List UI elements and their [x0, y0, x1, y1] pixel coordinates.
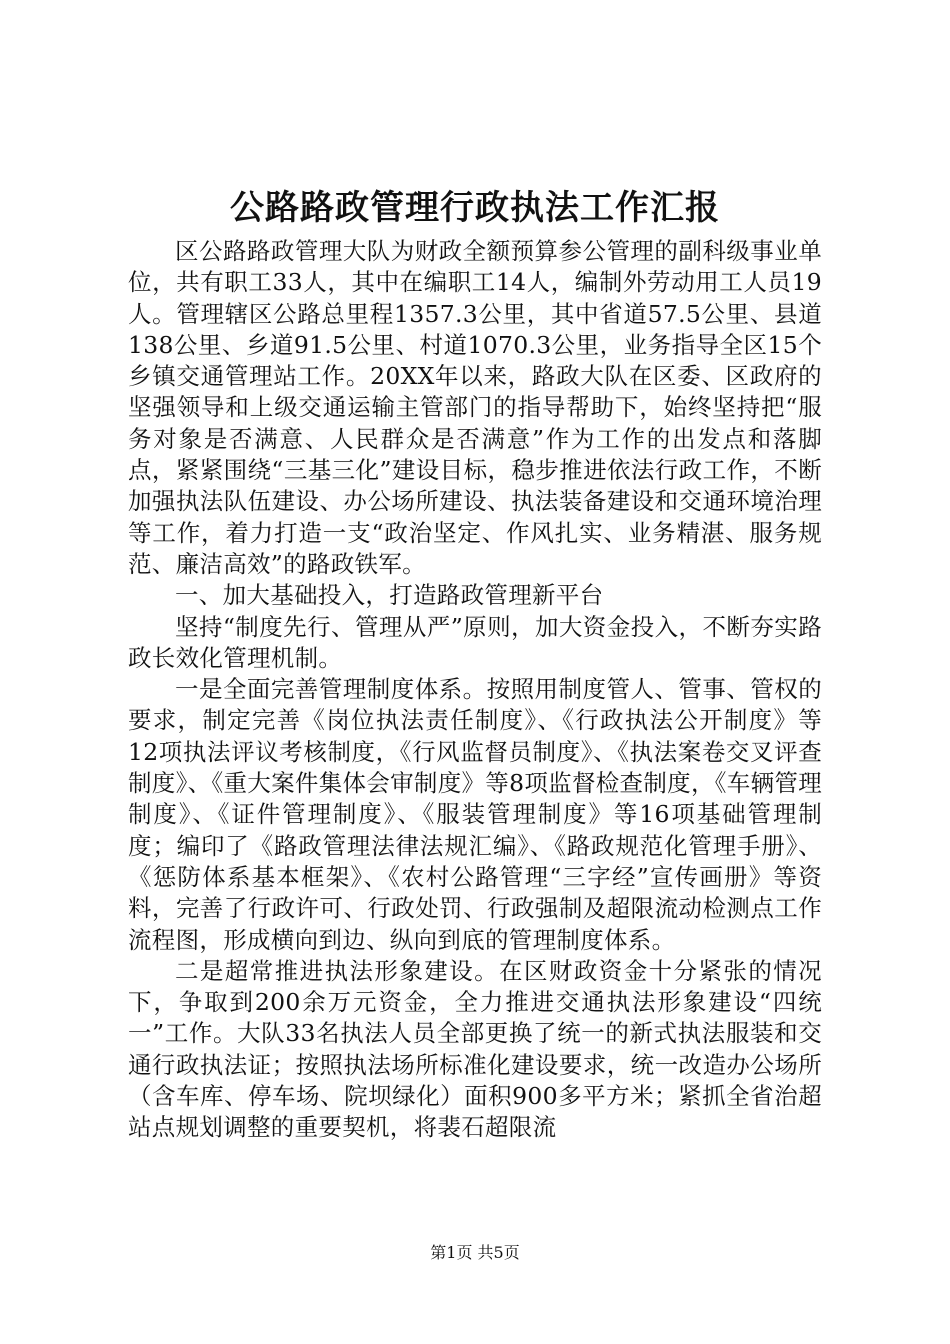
paragraph-point-1: 一是全面完善管理制度体系。按照用制度管人、管事、管权的要求，制定完善《岗位执法责任制度》、《行政执法公开制度》等12项执法评议考核制度，《行风监督员制度》、《执法案卷交叉评查制度》、《重大案件集体会审制度》等8项监督检查制度，《车辆管理制度》、《证件管理制度》、《服装管理制度》等16项基础管理制度；编印了《路政管理法律法规汇编》、《路政规范化管理手册》、《惩防体系基本框架》、《农村公路管理“三字经”宣传画册》等资料，完善了行政许可、行政处罚、行政强制及超限流动检测点工作流程图，形成横向到边、纵向到底的管理制度体系。	[128, 675, 823, 954]
section-heading-1: 一、加大基础投入，打造路政管理新平台	[175, 581, 604, 610]
page-footer: 第1页 共5页	[430, 1243, 520, 1262]
paragraph-section-1-intro: 坚持“制度先行、管理从严”原则，加大资金投入，不断夯实路政长效化管理机制。	[128, 612, 822, 672]
document-body	[128, 236, 822, 1144]
paragraph-point-2: 二是超常推进执法形象建设。在区财政资金十分紧张的情况下，争取到200余万元资金，全力推进交通执法形象建设“四统一”工作。大队33名执法人员全部更换了统一的新式执法服装和交通行政执法证；按照执法场所标准化建设要求，统一改造办公场所（含车库、停车场、院坝绿化）面积900多平方米；紧抓全省治超站点规划调整的重要契机，将裴石超限流	[128, 956, 822, 1142]
paragraph-intro: 区公路路政管理大队为财政全额预算参公管理的副科级事业单位，共有职工33人，其中在编职工14人，编制外劳动用工人员19人。管理辖区公路总里程1357.3公里，其中省道57.5公里、县道138公里、乡道91.5公里、村道1070.3公里，业务指导全区15个乡镇交通管理站工作。20XX年以来，路政大队在区委、区政府的坚强领导和上级交通运输主管部门的指导帮助下，始终坚持把“服务对象是否满意、人民群众是否满意”作为工作的出发点和落脚点，紧紧围绕“三基三化”建设目标，稳步推进依法行政工作，不断加强执法队伍建设、办公场所建设、执法装备建设和交通环境治理等工作，着力打造一支“政治坚定、作风扎实、业务精湛、服务规范、廉洁高效”的路政铁军。	[128, 237, 822, 578]
document-title: 公路路政管理行政执法工作汇报	[230, 188, 720, 228]
